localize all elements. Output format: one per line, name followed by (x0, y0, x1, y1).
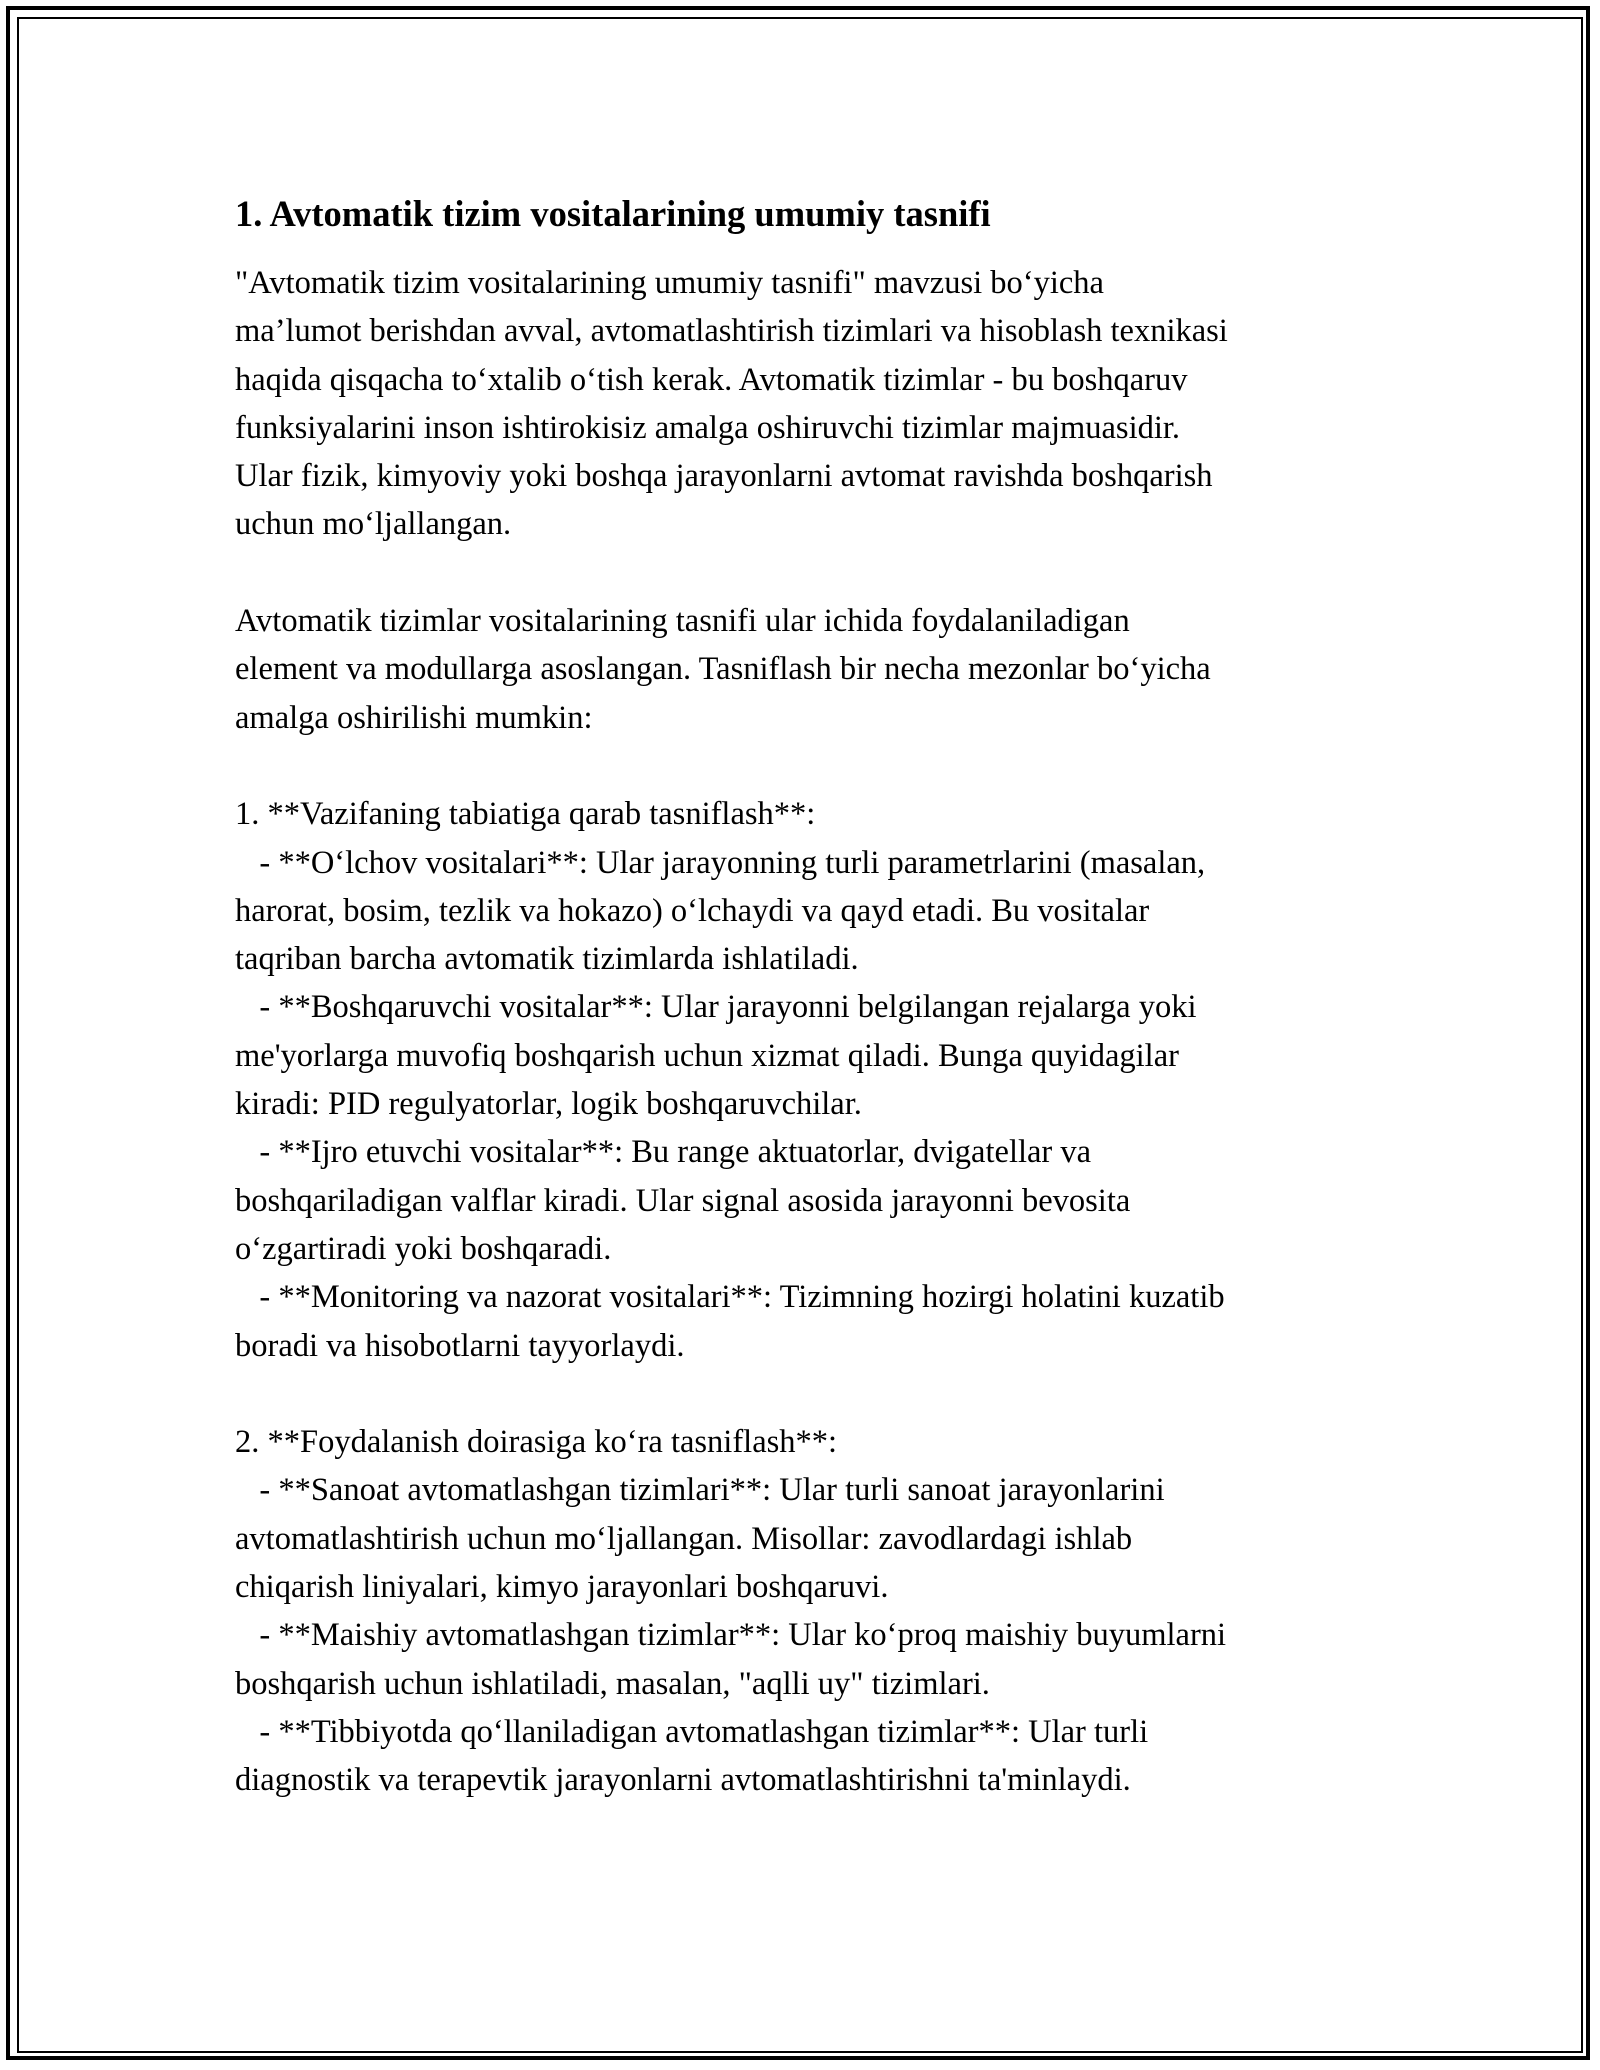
text-line: kiradi: PID regulyatorlar, logik boshqaruvchilar. (235, 1086, 862, 1123)
text-line: boshqariladigan valflar kiradi. Ular signal asosida jarayonni bevosita (235, 1182, 1131, 1219)
list-item-line: - **Sanoat avtomatlashgan tizimlari**: Ular turli sanoat jarayonlarini (235, 1472, 1165, 1509)
list-item-line: - **Monitoring va nazorat vositalari**: Tizimning hozirgi holatini kuzatib (235, 1279, 1225, 1316)
document-title: 1. Avtomatik tizim vositalarining umumiy tasnifi (235, 193, 991, 234)
text-line: funksiyalarini inson ishtirokisiz amalga oshiruvchi tizimlar majmuasidir. (235, 409, 1181, 446)
list-item-line: - **Boshqaruvchi vositalar**: Ular jarayonni belgilangan rejalarga yoki (235, 989, 1197, 1026)
text-line: element va modullarga asoslangan. Tasniflash bir necha mezonlar bo‘yicha (235, 651, 1211, 688)
criteria-paragraph (235, 597, 1365, 742)
section-heading-line: 1. **Vazifaning tabiatiga qarab tasniflash**: (235, 796, 816, 833)
list-item-line: - **Ijro etuvchi vositalar**: Bu range aktuatorlar, dvigatellar va (235, 1134, 1092, 1171)
text-line: "Avtomatik tizim vositalarining umumiy tasnifi" mavzusi bo‘yicha (235, 265, 1104, 301)
list-item-line: - **Tibbiyotda qo‘llaniladigan avtomatlashgan tizimlar**: Ular turli (235, 1713, 1149, 1750)
text-line: diagnostik va terapevtik jarayonlarni avtomatlashtirishni ta'minlaydi. (235, 1762, 1131, 1799)
list-item-line: - **Maishiy avtomatlashgan tizimlar**: Ular ko‘proq maishiy buyumlarni (235, 1617, 1227, 1654)
text-line: harorat, bosim, tezlik va hokazo) o‘lchaydi va qayd etadi. Bu vositalar (235, 892, 1150, 929)
list-item-line: - **O‘lchov vositalari**: Ular jarayonning turli parametrlarini (masalan, (235, 844, 1206, 881)
text-line: taqriban barcha avtomatik tizimlarda ishlatiladi. (235, 941, 859, 978)
text-line: avtomatlashtirish uchun mo‘ljallangan. Misollar: zavodlardagi ishlab (235, 1520, 1133, 1557)
text-line: uchun mo‘ljallangan. (235, 506, 512, 543)
paragraph-gap (235, 549, 1365, 597)
text-line: ma’lumot berishdan avval, avtomatlashtirish tizimlari va hisoblash texnikasi (235, 313, 1228, 350)
section-heading-line: 2. **Foydalanish doirasiga ko‘ra tasniflash**: (235, 1424, 838, 1461)
section-usage-classification (235, 1418, 1365, 1804)
paragraph-gap (235, 742, 1365, 790)
text-line: Ular fizik, kimyoviy yoki boshqa jarayonlarni avtomat ravishda boshqarish (235, 458, 1213, 495)
intro-paragraph (235, 259, 1365, 549)
text-line: boradi va hisobotlarni tayyorlaydi. (235, 1327, 685, 1364)
text-line: me'yorlarga muvofiq boshqarish uchun xizmat qiladi. Bunga quyidagilar (235, 1037, 1179, 1074)
text-line: boshqarish uchun ishlatiladi, masalan, "aqlli uy" tizimlari. (235, 1665, 990, 1702)
text-line: o‘zgartiradi yoki boshqaradi. (235, 1230, 612, 1267)
paragraph-gap (235, 1370, 1365, 1418)
text-line: haqida qisqacha to‘xtalib o‘tish kerak. Avtomatik tizimlar - bu boshqaruv (235, 361, 1188, 398)
text-line: chiqarish liniyalari, kimyo jarayonlari boshqaruvi. (235, 1569, 889, 1606)
text-line: amalga oshirilishi mumkin: (235, 699, 593, 736)
section-function-classification (235, 790, 1365, 1370)
document-body (235, 186, 1365, 1805)
text-line: Avtomatik tizimlar vositalarining tasnifi ular ichida foydalaniladigan (235, 603, 1130, 640)
